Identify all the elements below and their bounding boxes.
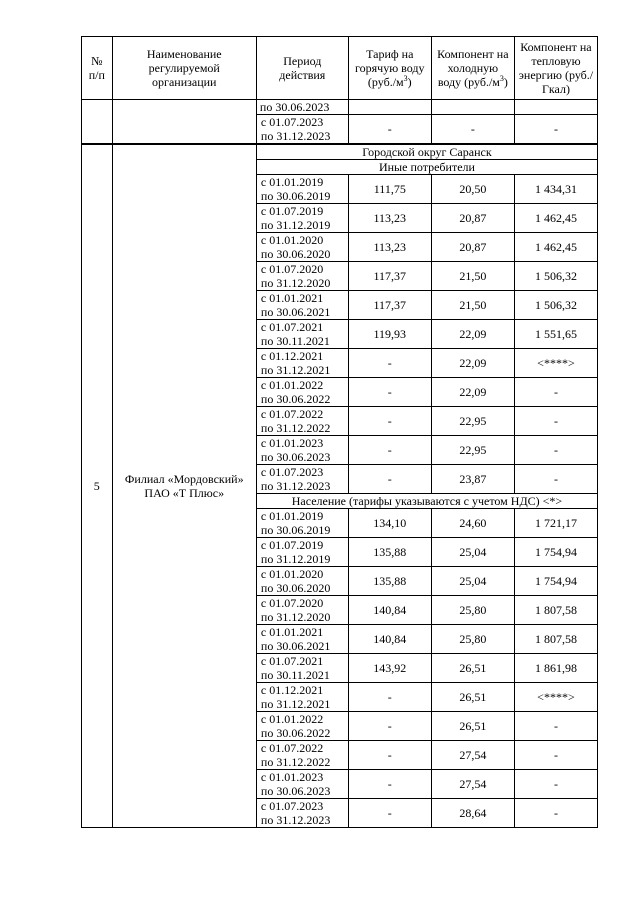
cold-component-cell: 27,54 <box>431 741 514 770</box>
hot-water-cell: 117,37 <box>348 291 431 320</box>
hot-water-cell: - <box>348 407 431 436</box>
cold-component-cell: 23,87 <box>431 465 514 494</box>
hot-water-cell: 119,93 <box>348 320 431 349</box>
period-cell <box>256 407 348 436</box>
period-cell <box>256 291 348 320</box>
period-start: с 01.07.2022 <box>260 407 324 421</box>
period-end: по 31.12.2019 <box>260 218 331 232</box>
hot-water-cell: - <box>348 770 431 799</box>
header-row <box>82 37 598 100</box>
heat-component-cell: 1 506,32 <box>514 262 597 291</box>
table-row <box>82 100 598 115</box>
unit-superscript: 3 <box>499 74 504 83</box>
organization-name: Филиал «Мордовский» ПАО «Т Плюс» <box>112 144 256 828</box>
cold-component-cell: 27,54 <box>431 770 514 799</box>
heat-component-cell: 1 551,65 <box>514 320 597 349</box>
table-row <box>82 144 598 160</box>
period-end: по 31.12.2019 <box>260 552 331 566</box>
cold-component-cell: 20,87 <box>431 233 514 262</box>
period-cell <box>256 683 348 712</box>
period-start: с 01.07.2019 <box>260 204 324 218</box>
period-end: по 30.06.2020 <box>260 581 331 595</box>
heat-component-cell: 1 754,94 <box>514 567 597 596</box>
cold-component-cell: 22,09 <box>431 378 514 407</box>
period-start: с 01.07.2019 <box>260 538 324 552</box>
cold-component-cell: 22,95 <box>431 436 514 465</box>
period-cell <box>256 378 348 407</box>
heat-component-cell: - <box>514 770 597 799</box>
heat-component-cell: 1 721,17 <box>514 509 597 538</box>
cold-component-cell: 20,50 <box>431 175 514 204</box>
period-start: с 01.01.2019 <box>260 175 324 189</box>
heat-component-cell: 1 807,58 <box>514 625 597 654</box>
period-cell <box>256 320 348 349</box>
period-end: по 30.06.2021 <box>260 305 331 319</box>
hot-water-cell: 140,84 <box>348 625 431 654</box>
period-cell <box>256 596 348 625</box>
header-hot-water-text: Тариф на горячую воду (руб./м <box>355 47 425 89</box>
hot-water-cell: - <box>348 683 431 712</box>
period-end: по 31.12.2022 <box>260 755 331 769</box>
hot-water-cell: - <box>348 799 431 828</box>
period-start: с 01.01.2023 <box>260 770 324 784</box>
heat-component-cell: 1 462,45 <box>514 204 597 233</box>
heat-component-cell: 1 506,32 <box>514 291 597 320</box>
cold-component-cell: 21,50 <box>431 291 514 320</box>
heat-component-cell: - <box>514 799 597 828</box>
period-start: с 01.07.2023 <box>260 465 324 479</box>
cold-component-cell: 22,95 <box>431 407 514 436</box>
period-start: с 01.07.2021 <box>260 654 324 668</box>
hot-water-cell: 134,10 <box>348 509 431 538</box>
period-end: по 30.06.2022 <box>260 726 331 740</box>
region-title: Городской округ Саранск <box>256 144 597 160</box>
hot-water-cell: 117,37 <box>348 262 431 291</box>
header-period: Период действия <box>256 37 348 100</box>
cold-component-cell: 26,51 <box>431 654 514 683</box>
cold-component-cell: 24,60 <box>431 509 514 538</box>
cold-component-cell <box>431 100 514 115</box>
period-end: по 30.11.2021 <box>260 668 330 682</box>
period-cell <box>256 741 348 770</box>
hot-water-cell: 113,23 <box>348 204 431 233</box>
period-cell <box>256 115 348 145</box>
cold-component-cell: 25,80 <box>431 625 514 654</box>
period-cell <box>256 436 348 465</box>
unit-close: ) <box>503 75 508 89</box>
period-cell <box>256 204 348 233</box>
hot-water-cell: 143,92 <box>348 654 431 683</box>
period-cell <box>256 799 348 828</box>
heat-component-cell: 1 434,31 <box>514 175 597 204</box>
period-start: с 01.01.2020 <box>260 233 324 247</box>
heat-component-cell: - <box>514 407 597 436</box>
hot-water-cell: - <box>348 115 431 145</box>
hot-water-cell: - <box>348 349 431 378</box>
period-cell <box>256 567 348 596</box>
heat-component-cell <box>514 100 597 115</box>
period-start: с 01.07.2023 <box>260 115 324 129</box>
period-end: по 30.06.2019 <box>260 523 331 537</box>
period-cell <box>256 465 348 494</box>
heat-component-cell: 1 754,94 <box>514 538 597 567</box>
tariff-table <box>81 36 598 828</box>
cold-component-cell: 25,04 <box>431 538 514 567</box>
hot-water-cell: - <box>348 712 431 741</box>
period-end: по 31.12.2020 <box>260 610 331 624</box>
heat-component-cell: 1 462,45 <box>514 233 597 262</box>
period-start: с 01.07.2023 <box>260 799 324 813</box>
period-end: по 30.06.2020 <box>260 247 331 261</box>
hot-water-cell: - <box>348 378 431 407</box>
heat-component-cell: - <box>514 741 597 770</box>
period-cell <box>256 509 348 538</box>
heat-component-cell: - <box>514 465 597 494</box>
period-cell <box>256 625 348 654</box>
period-end: по 31.12.2021 <box>260 697 331 711</box>
period-start: с 01.07.2022 <box>260 741 324 755</box>
heat-component-cell: - <box>514 115 597 145</box>
unit-close: ) <box>407 75 412 89</box>
cold-component-cell: 20,87 <box>431 204 514 233</box>
header-heat-component: Компонент на тепловую энергию (руб./Гкал) <box>514 37 597 100</box>
period-cell <box>256 349 348 378</box>
heat-component-cell: - <box>514 378 597 407</box>
period-end: по 31.12.2022 <box>260 421 331 435</box>
period-end: по 31.12.2020 <box>260 276 331 290</box>
hot-water-cell: 113,23 <box>348 233 431 262</box>
heat-component-cell: - <box>514 436 597 465</box>
period-start: с 01.01.2019 <box>260 509 324 523</box>
period-start: с 01.01.2023 <box>260 436 324 450</box>
heat-component-cell: 1 861,98 <box>514 654 597 683</box>
cold-component-cell: 25,80 <box>431 596 514 625</box>
prev-num-cell <box>82 100 113 145</box>
hot-water-cell: - <box>348 741 431 770</box>
period-start: с 01.12.2021 <box>260 349 324 363</box>
period-cell <box>256 712 348 741</box>
cold-component-cell: 22,09 <box>431 320 514 349</box>
cold-component-cell: 25,04 <box>431 567 514 596</box>
hot-water-cell: - <box>348 465 431 494</box>
period-start: с 01.01.2022 <box>260 378 324 392</box>
hot-water-cell <box>348 100 431 115</box>
item-number: 5 <box>82 144 113 828</box>
period-cell <box>256 233 348 262</box>
heat-component-cell: 1 807,58 <box>514 596 597 625</box>
prev-org-cell <box>112 100 256 145</box>
period-cell: по 30.06.2023 <box>256 100 348 115</box>
header-cold-component-text: Компонент на холодную воду (руб./м <box>437 47 509 89</box>
period-start: с 01.07.2020 <box>260 596 324 610</box>
cold-component-cell: 26,51 <box>431 712 514 741</box>
period-cell <box>256 770 348 799</box>
period-end: по 31.12.2021 <box>260 363 331 377</box>
period-end: по 30.06.2022 <box>260 392 331 406</box>
period-end: по 31.12.2023 <box>260 129 331 143</box>
cold-component-cell: - <box>431 115 514 145</box>
period-end: по 30.06.2023 <box>260 450 331 464</box>
header-cold-component <box>431 37 514 100</box>
period-start: с 01.01.2020 <box>260 567 324 581</box>
consumer-group-label: Население (тарифы указываются с учетом НДС) <*> <box>256 494 597 509</box>
header-num: № п/п <box>82 37 113 100</box>
heat-component-cell: - <box>514 712 597 741</box>
hot-water-cell: 140,84 <box>348 596 431 625</box>
consumer-group-label: Иные потребители <box>256 160 597 175</box>
period-start: с 01.07.2020 <box>260 262 324 276</box>
period-end: по 31.12.2023 <box>260 813 331 827</box>
heat-component-cell: <****> <box>514 683 597 712</box>
header-org: Наименование регулируемой организации <box>112 37 256 100</box>
cold-component-cell: 21,50 <box>431 262 514 291</box>
period-end: по 30.11.2021 <box>260 334 330 348</box>
header-hot-water <box>348 37 431 100</box>
period-start: с 01.12.2021 <box>260 683 324 697</box>
hot-water-cell: 135,88 <box>348 567 431 596</box>
period-cell <box>256 654 348 683</box>
heat-component-cell: <****> <box>514 349 597 378</box>
period-cell <box>256 538 348 567</box>
period-start: с 01.01.2021 <box>260 625 324 639</box>
period-start: с 01.01.2022 <box>260 712 324 726</box>
cold-component-cell: 26,51 <box>431 683 514 712</box>
period-end: по 30.06.2023 <box>260 784 331 798</box>
period-cell <box>256 175 348 204</box>
table-body <box>82 100 598 828</box>
period-end: по 30.06.2019 <box>260 189 331 203</box>
period-end: по 30.06.2021 <box>260 639 331 653</box>
unit-superscript: 3 <box>403 74 408 83</box>
period-cell <box>256 262 348 291</box>
period-start: с 01.01.2021 <box>260 291 324 305</box>
hot-water-cell: 135,88 <box>348 538 431 567</box>
hot-water-cell: 111,75 <box>348 175 431 204</box>
cold-component-cell: 28,64 <box>431 799 514 828</box>
period-end: по 31.12.2023 <box>260 479 331 493</box>
cold-component-cell: 22,09 <box>431 349 514 378</box>
period-start: с 01.07.2021 <box>260 320 324 334</box>
hot-water-cell: - <box>348 436 431 465</box>
